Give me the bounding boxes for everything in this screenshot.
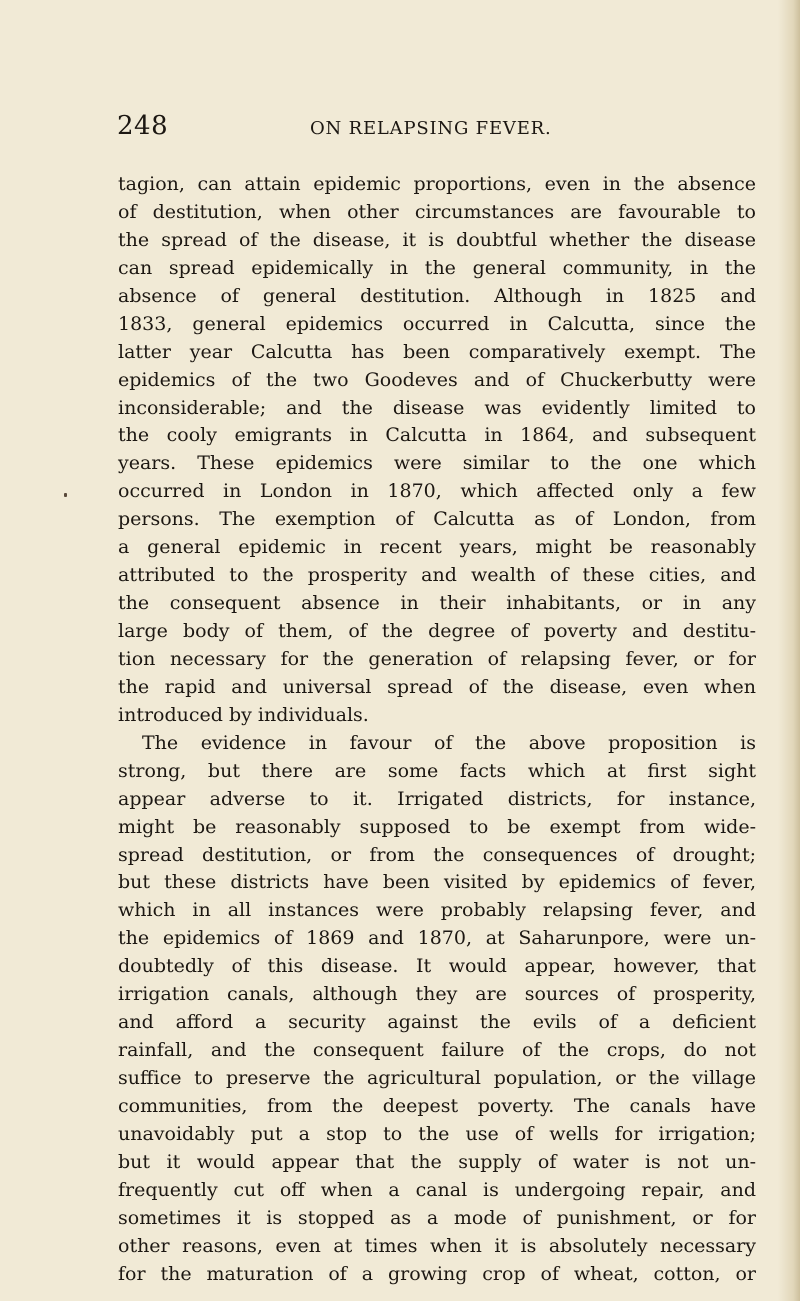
text-line: tagion, can attain epidemic proportions, even in the absence [118,173,756,195]
text-line: but it would appear that the supply of water is not un- [118,1150,756,1173]
text-line: spread destitution, or from the consequences of drought; [118,843,756,866]
text-line: doubtedly of this disease. It would appear, however, that [118,955,756,978]
margin-mark [64,493,67,497]
text-line: and afford a security against the evils of a deficient [118,1011,756,1034]
text-line: epidemics of the two Goodeves and of Chuckerbutty were [118,368,756,391]
text-line: irrigation canals, although they are sources of prosperity, [118,983,756,1006]
text-line: appear adverse to it. Irrigated districts, for instance, [118,787,756,810]
text-line: frequently cut off when a canal is undergoing repair, and [118,1178,756,1201]
running-title: ON RELAPSING FEVER. [310,118,552,139]
text-line: which in all instances were probably relapsing fever, and [118,899,756,922]
text-line: absence of general destitution. Although in 1825 and [118,284,756,307]
paragraph-end-line: introduced by individuals. [118,703,369,726]
text-line: the cooly emigrants in Calcutta in 1864, and subsequent [118,424,756,447]
text-line: communities, from the deepest poverty. The canals have [118,1094,756,1117]
text-line: can spread epidemically in the general community, in the [118,256,756,279]
text-line: for the maturation of a growing crop of wheat, cotton, or [118,1262,756,1285]
text-line: large body of them, of the degree of poverty and destitu- [118,620,756,642]
page-number: 248 [117,111,169,141]
page-edge-shadow [778,0,800,1301]
text-line: latter year Calcutta has been comparatively exempt. The [118,340,756,363]
text-line: other reasons, even at times when it is absolutely necessary [118,1234,756,1257]
text-line: might be reasonably supposed to be exempt from wide- [118,815,756,838]
text-line: the spread of the disease, it is doubtful whether the disease [118,228,756,251]
text-line: sometimes it is stopped as a mode of punishment, or for [118,1206,756,1229]
text-line: persons. The exemption of Calcutta as of London, from [118,508,756,531]
text-line: strong, but there are some facts which at first sight [118,759,756,782]
text-line: 1833, general epidemics occurred in Calcutta, since the [118,312,756,335]
paragraph-start-line: The evidence in favour of the above proposition is [142,731,756,754]
text-line: tion necessary for the generation of relapsing fever, or for [118,647,756,670]
text-line: suffice to preserve the agricultural population, or the village [118,1067,756,1089]
text-line: the rapid and universal spread of the disease, even when [118,675,756,698]
text-line: the consequent absence in their inhabitants, or in any [118,592,756,615]
text-line: years. These epidemics were similar to the one which [118,452,756,475]
text-line: inconsiderable; and the disease was evidently limited to [118,396,756,419]
text-line: but these districts have been visited by epidemics of fever, [118,871,756,894]
text-line: rainfall, and the consequent failure of the crops, do not [118,1039,756,1062]
text-line: of destitution, when other circumstances are favourable to [118,200,756,223]
text-line: the epidemics of 1869 and 1870, at Saharunpore, were un- [118,927,756,950]
text-line: a general epidemic in recent years, might be reasonably [118,536,756,559]
text-line: unavoidably put a stop to the use of wells for irrigation; [118,1122,756,1145]
text-line: occurred in London in 1870, which affected only a few [118,480,756,503]
body-text [118,171,756,1289]
text-line: attributed to the prosperity and wealth of these cities, and [118,564,756,587]
